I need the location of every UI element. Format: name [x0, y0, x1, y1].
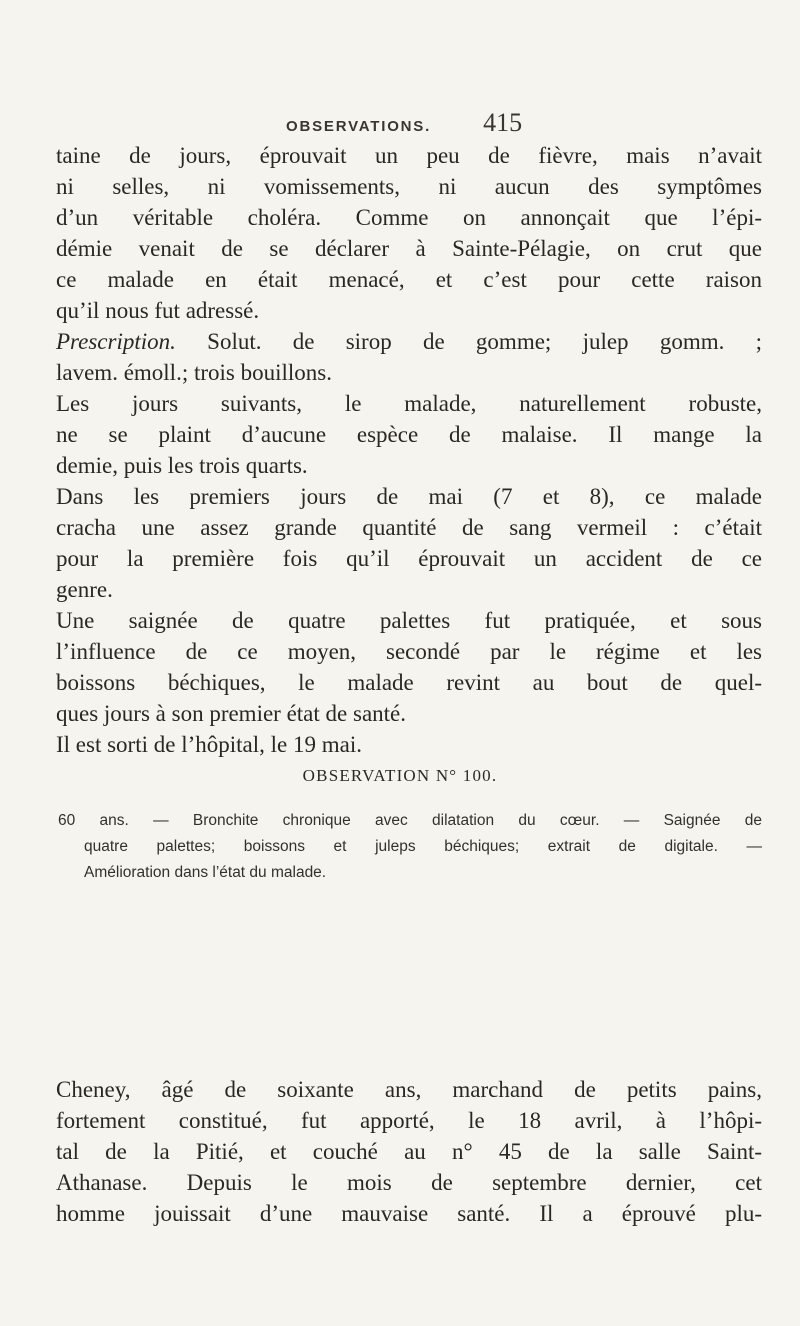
text-line: tal de la Pitié, et couché au n° 45 de la salle Saint- — [56, 1139, 762, 1164]
text-line: ce malade en était menacé, et c’est pour cette raison — [56, 267, 762, 292]
text-line: d’un véritable choléra. Comme on annonçait que l’épi- — [56, 205, 762, 230]
running-title: OBSERVATIONS. — [286, 118, 432, 135]
summary-line: 60 ans. — Bronchite chronique avec dilatation du cœur. — Saignée de — [58, 812, 762, 829]
text-line: ni selles, ni vomissements, ni aucun des symptômes — [56, 174, 762, 199]
page-number: 415 — [483, 108, 523, 137]
text-line: demie, puis les trois quarts. — [56, 453, 308, 478]
text-line: l’influence de ce moyen, secondé par le régime et les — [56, 639, 762, 664]
prescription-label: Prescription. — [56, 329, 176, 354]
observation-summary — [58, 808, 762, 886]
text-line: fortement constitué, fut apporté, le 18 avril, à l’hôpi- — [56, 1108, 762, 1133]
text-line: Une saignée de quatre palettes fut pratiquée, et sous — [56, 608, 762, 633]
text-line: qu’il nous fut adressé. — [56, 298, 260, 323]
text-line: Il est sorti de l’hôpital, le 19 mai. — [56, 732, 362, 757]
text-block-observation — [56, 1074, 762, 1229]
text-line: ques jours à son premier état de santé. — [56, 701, 406, 726]
summary-line: quatre palettes; boissons et juleps béchiques; extrait de digitale. — — [84, 838, 762, 855]
text-line: ne se plaint d’aucune espèce de malaise. Il mange la — [56, 422, 762, 447]
text-line: cracha une assez grande quantité de sang vermeil : c’était — [56, 515, 762, 540]
text-line: Cheney, âgé de soixante ans, marchand de petits pains, — [56, 1077, 762, 1102]
text-line: genre. — [56, 577, 113, 602]
text-line: Les jours suivants, le malade, naturellement robuste, — [56, 391, 762, 416]
summary-line: Amélioration dans l’état du malade. — [84, 864, 327, 881]
text-line: taine de jours, éprouvait un peu de fièvre, mais n’avait — [56, 143, 762, 168]
text-line: Dans les premiers jours de mai (7 et 8), ce malade — [56, 484, 762, 509]
text-line: boissons béchiques, le malade revint au bout de quel- — [56, 670, 762, 695]
text-block-continued — [56, 140, 762, 760]
observation-title: OBSERVATION N° 100. — [302, 766, 498, 785]
text-line: lavem. émoll.; trois bouillons. — [56, 360, 332, 385]
prescription-line — [56, 326, 762, 357]
prescription-text: Solut. de sirop de gomme; julep gomm. ; — [207, 329, 763, 354]
text-line: homme jouissait d’une mauvaise santé. Il a éprouvé plu- — [56, 1201, 762, 1226]
text-line: pour la première fois qu’il éprouvait un accident de ce — [56, 546, 762, 571]
text-line: Athanase. Depuis le mois de septembre dernier, cet — [56, 1170, 762, 1195]
text-line: démie venait de se déclarer à Sainte-Pélagie, on crut que — [56, 236, 762, 261]
